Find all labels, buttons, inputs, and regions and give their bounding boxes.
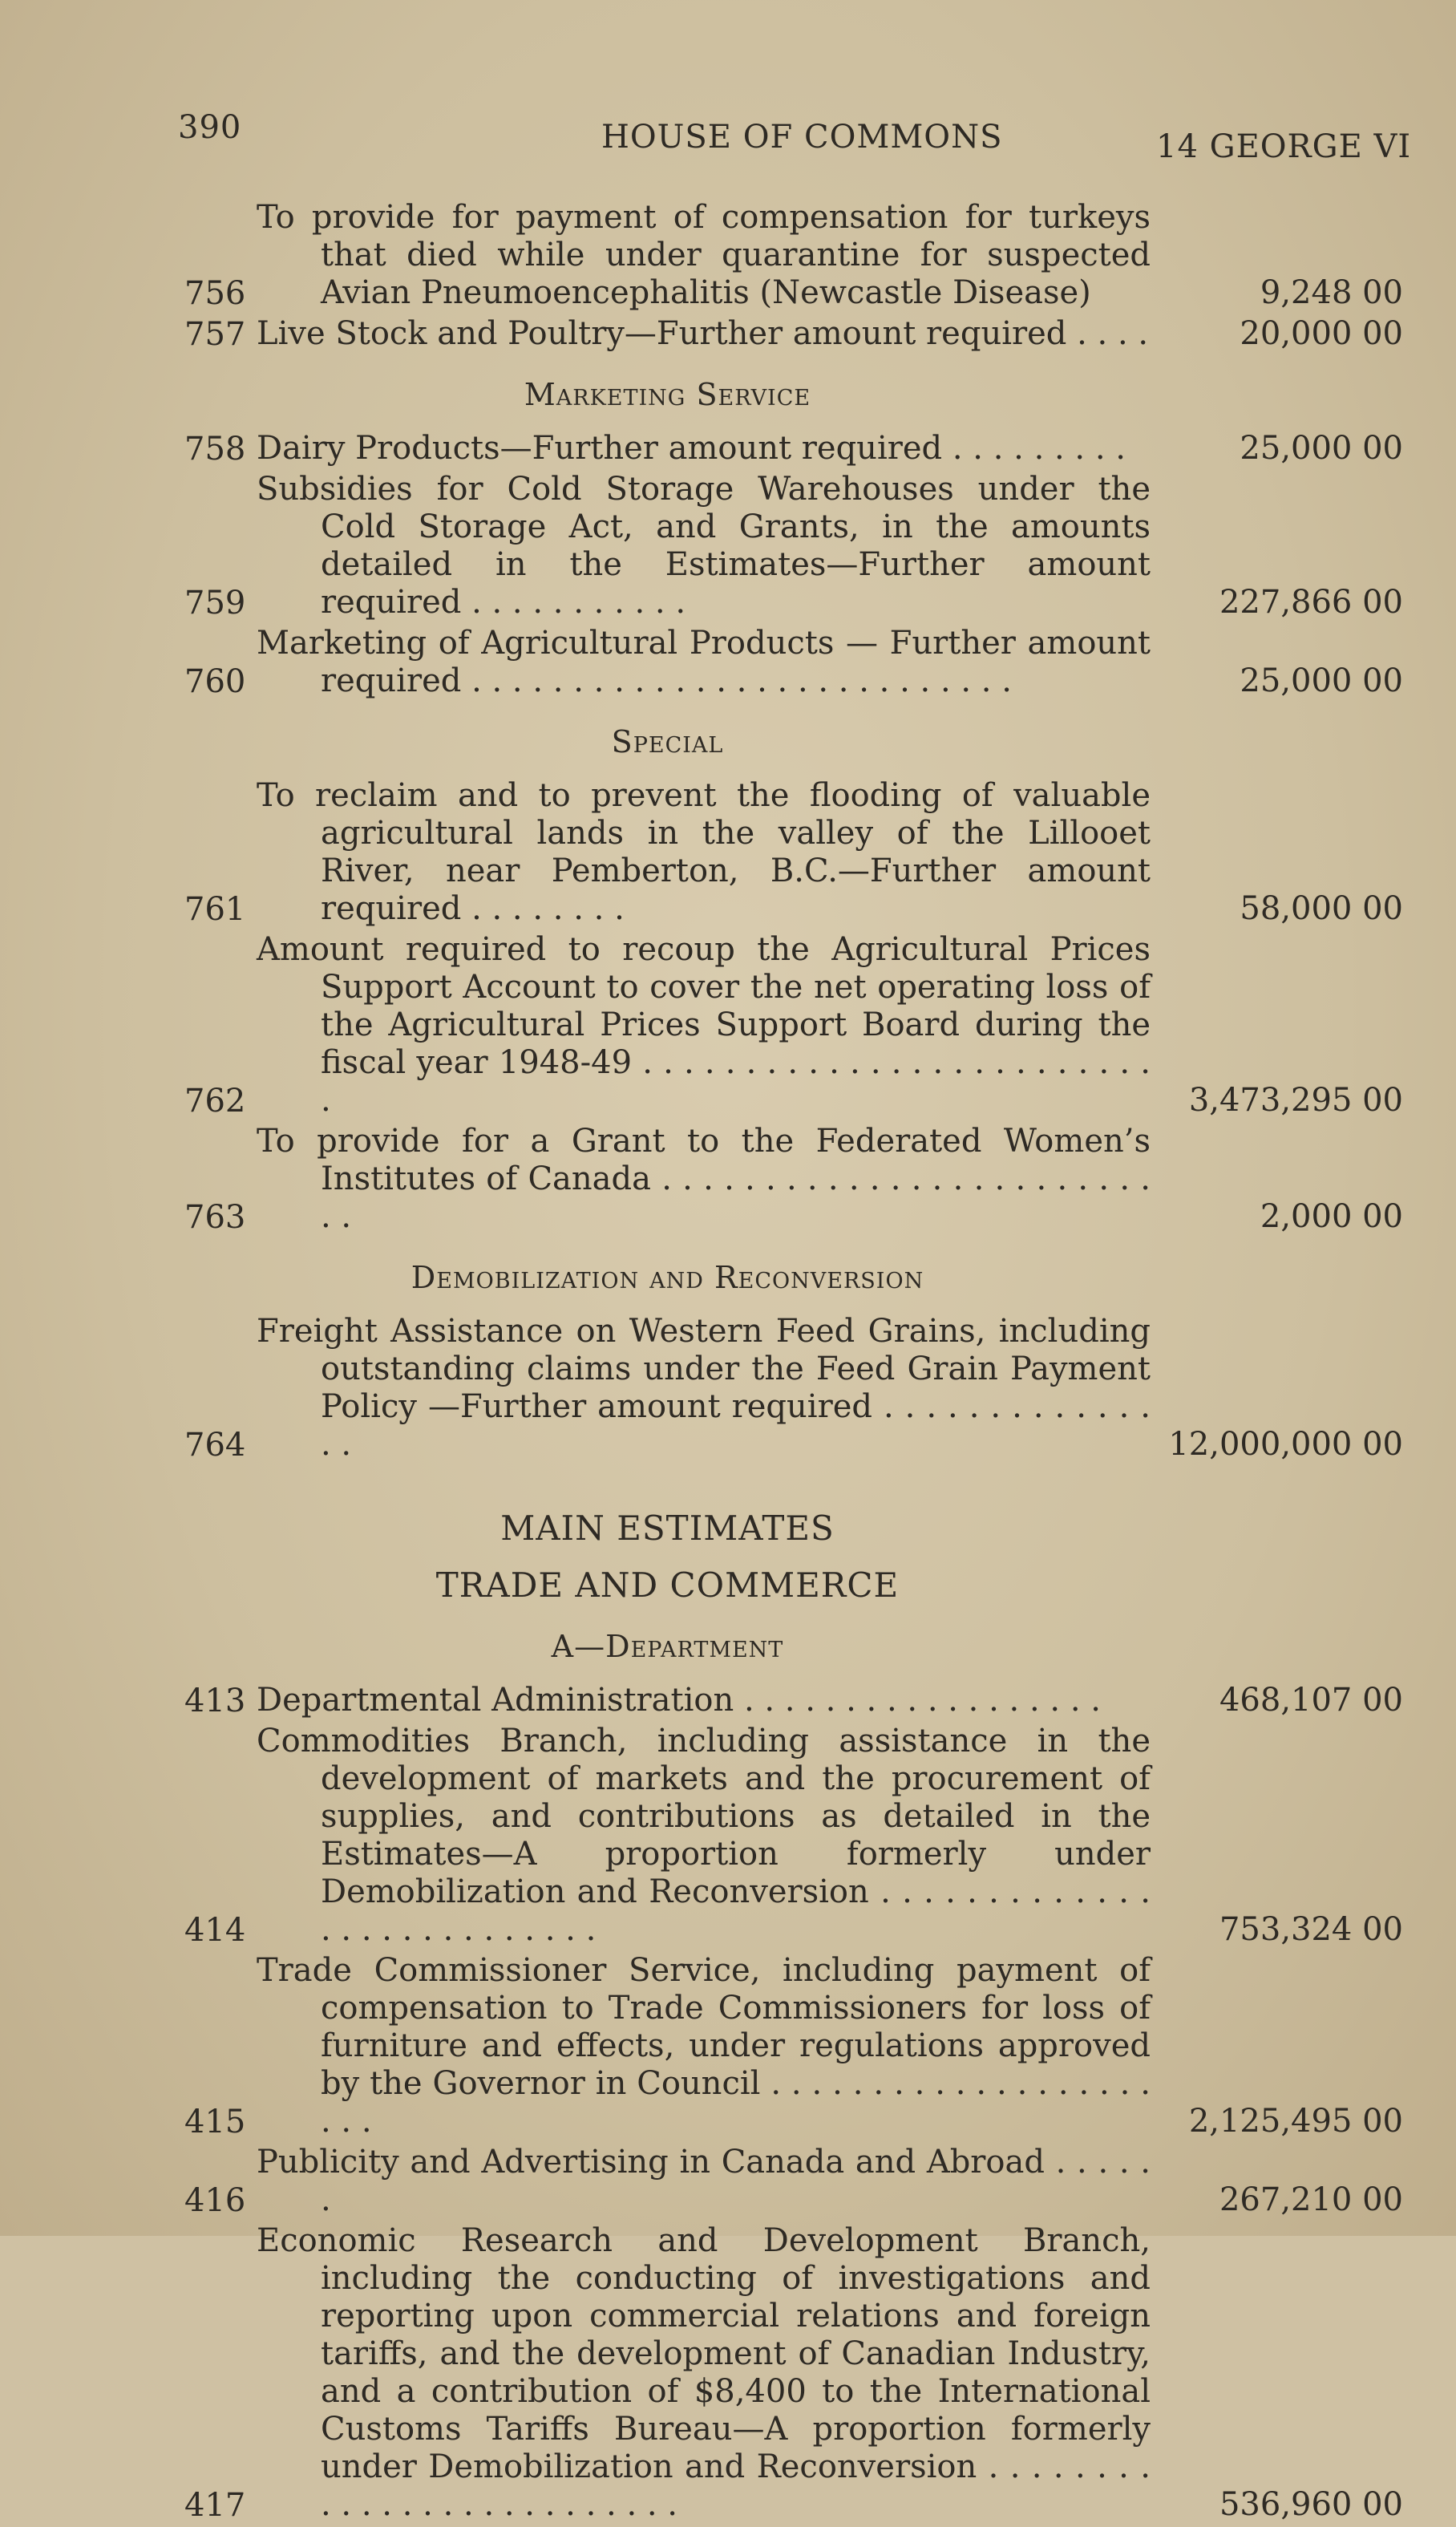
estimate-item: [184, 2144, 1403, 2219]
item-number: 763: [184, 1199, 246, 1236]
page-header-session: 14 GEORGE VI: [1156, 128, 1412, 165]
main-estimates-heading: MAIN ESTIMATES: [500, 1509, 835, 1548]
item-number: 415: [184, 2104, 246, 2140]
page-header-title: HOUSE OF COMMONS: [601, 119, 1003, 156]
item-number: 759: [184, 585, 246, 622]
demobilization-items-block: [184, 1313, 1403, 1464]
item-description: To reclaim and to prevent the flooding of valuable agricultural lands in the valley of the Lillooet River, near Pemberton, B.C.—Further amount required . . . . . . . .: [257, 777, 1151, 927]
item-number: 756: [184, 275, 246, 312]
page-number: 390: [178, 109, 242, 146]
item-number: 760: [184, 663, 246, 700]
item-amount: 753,324 00: [1219, 1911, 1403, 1948]
estimate-item: [184, 2222, 1403, 2524]
item-description: Trade Commissioner Service, including payment of compensation to Trade Commissioners for loss of furniture and effects, under regulations approved by the Governor in Council . . . . . . . . . . . . . . . . . . . . . .: [257, 1952, 1151, 2140]
item-description: Dairy Products—Further amount required . . . . . . . . .: [257, 430, 1126, 467]
item-description: Marketing of Agricultural Products — Further amount required . . . . . . . . . . . . . . . . . . . . . . . . . . .: [257, 625, 1151, 699]
estimate-item: [184, 1123, 1403, 1236]
item-number: 417: [184, 2487, 246, 2524]
item-description: Departmental Administration . . . . . . . . . . . . . . . . . .: [257, 1682, 1101, 1719]
estimate-item: [184, 315, 1403, 353]
estimate-item: [184, 931, 1403, 1120]
item-amount: 20,000 00: [1240, 315, 1403, 352]
item-description: Freight Assistance on Western Feed Grains, including outstanding claims under the Feed Grain Payment Policy —Further amount required . . . . . . . . . . . . . . .: [257, 1313, 1151, 1463]
item-description: Economic Research and Development Branch, including the conducting of investigations and reporting upon commercial relations and foreign tariffs, and the development of Canadian Industry, and a contribution of $8,400 to the International Customs Tariffs Bureau—A proportion formerly under Demobilization and Reconversion . . . . . . . . . . . . . . . . . . . . . . . . . .: [257, 2222, 1151, 2523]
trade-commerce-heading: TRADE AND COMMERCE: [435, 1565, 900, 1605]
item-number: 757: [184, 316, 246, 353]
estimate-item: [184, 471, 1403, 622]
item-amount: 468,107 00: [1219, 1682, 1403, 1719]
item-number: 764: [184, 1427, 246, 1464]
special-items-block: [184, 777, 1403, 1236]
estimate-item: [184, 625, 1403, 700]
estimate-item: [184, 1723, 1403, 1949]
item-number: 413: [184, 1683, 246, 1719]
estimate-item: [184, 1313, 1403, 1464]
item-number: 762: [184, 1083, 246, 1120]
marketing-items-block: [184, 430, 1403, 700]
item-description: Live Stock and Poultry—Further amount required . . . .: [257, 315, 1149, 352]
item-amount: 9,248 00: [1260, 274, 1403, 311]
item-amount: 227,866 00: [1219, 584, 1403, 621]
item-amount: 267,210 00: [1219, 2181, 1403, 2218]
estimate-item: [184, 777, 1403, 928]
item-description: Amount required to recoup the Agricultural Prices Support Account to cover the net operating loss of the Agricultural Prices Support Board during the fiscal year 1948-49 . . . . . . . . . . . . . . . . . . . . . . . . . .: [257, 931, 1151, 1119]
item-description: To provide for payment of compensation for turkeys that died while under quarantine for suspected Avian Pneumoencephalitis (Newcastle Disease): [257, 199, 1151, 311]
estimate-item: [184, 430, 1403, 468]
item-amount: 25,000 00: [1240, 430, 1403, 467]
item-amount: 2,000 00: [1260, 1198, 1403, 1235]
item-number: 416: [184, 2182, 246, 2219]
item-description: Commodities Branch, including assistance in the development of markets and the procurement of supplies, and contributions as detailed in the Estimates—A proportion formerly under Demobilization and Reconversion . . . . . . . . . . . . . . . . . . . . . . . . . . .: [257, 1723, 1151, 1948]
estimate-item: [184, 1952, 1403, 2140]
estimates-content: [184, 199, 1403, 2527]
item-amount: 3,473,295 00: [1188, 1082, 1403, 1119]
estimate-item: [184, 1682, 1403, 1719]
section-heading-marketing: Marketing Service: [524, 377, 811, 412]
item-amount: 58,000 00: [1240, 890, 1403, 927]
section-heading-demobilization: Demobilization and Reconversion: [411, 1260, 924, 1295]
item-amount: 2,125,495 00: [1188, 2103, 1403, 2140]
estimate-item: [184, 199, 1403, 312]
supplementary-items-block: [184, 199, 1403, 353]
department-items-block: [184, 1682, 1403, 2524]
item-amount: 536,960 00: [1219, 2486, 1403, 2523]
item-amount: 12,000,000 00: [1168, 1426, 1403, 1463]
item-description: To provide for a Grant to the Federated Women’s Institutes of Canada . . . . . . . . . . . . . . . . . . . . . . . . . .: [257, 1123, 1151, 1235]
item-amount: 25,000 00: [1240, 662, 1403, 699]
item-number: 761: [184, 891, 246, 928]
department-heading: A—Department: [551, 1629, 784, 1664]
item-number: 414: [184, 1912, 246, 1949]
item-description: Subsidies for Cold Storage Warehouses under the Cold Storage Act, and Grants, in the amounts detailed in the Estimates—Further amount required . . . . . . . . . . .: [257, 471, 1151, 621]
item-description: Publicity and Advertising in Canada and Abroad . . . . . .: [257, 2144, 1151, 2218]
item-number: 758: [184, 431, 246, 468]
section-heading-special: Special: [611, 724, 724, 759]
